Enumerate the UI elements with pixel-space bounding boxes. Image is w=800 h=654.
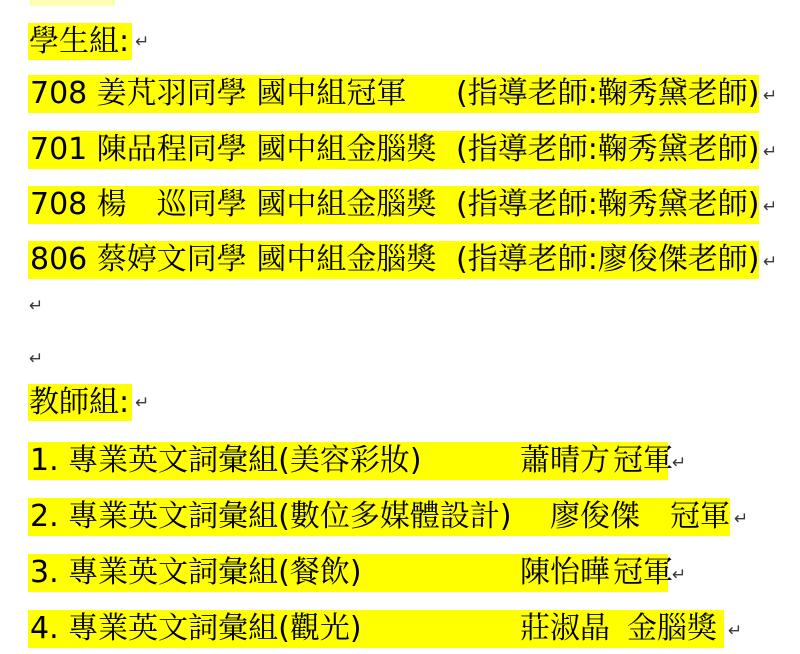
student-row-right: (指導老師:廖俊傑老師)	[456, 242, 760, 277]
teacher-row	[28, 610, 743, 648]
teacher-row	[28, 554, 687, 592]
paragraph-mark-icon: ↵	[734, 509, 749, 529]
teacher-row	[28, 498, 749, 536]
paragraph-mark-icon: ↵	[672, 565, 687, 585]
teacher-row-award: 冠軍	[613, 443, 673, 478]
teacher-section-heading	[28, 384, 149, 421]
paragraph-mark-icon: ↵	[763, 142, 778, 162]
student-row	[28, 186, 778, 224]
student-row-left: 701 陳品程同學 國中組金腦獎	[30, 132, 437, 167]
teacher-row-name: 陳怡曄	[520, 555, 610, 590]
paragraph-mark-icon: ↵	[29, 296, 44, 316]
teacher-row-award: 冠軍	[670, 499, 730, 534]
teacher-row-name: 蕭晴方	[520, 443, 610, 478]
student-row	[28, 75, 778, 113]
paragraph-mark-icon: ↵	[135, 32, 150, 52]
student-row-left: 708 姜芃羽同學 國中組冠軍	[30, 76, 407, 111]
student-row	[28, 131, 778, 169]
cropped-highlight-artifact	[30, 0, 115, 6]
paragraph-mark-icon: ↵	[763, 252, 778, 272]
teacher-row-category: 1. 專業英文詞彙組(美容彩妝)	[30, 443, 422, 478]
paragraph-mark-icon: ↵	[135, 393, 150, 413]
teacher-row-award: 冠軍	[613, 555, 673, 590]
teacher-row-category: 4. 專業英文詞彙組(觀光)	[30, 611, 362, 646]
teacher-row-name: 廖俊傑	[550, 499, 640, 534]
teacher-row-category: 3. 專業英文詞彙組(餐飲)	[30, 555, 362, 590]
student-row-left: 708 楊 巡同學 國中組金腦獎	[30, 187, 437, 222]
teacher-row-category: 2. 專業英文詞彙組(數位多媒體設計)	[30, 499, 512, 534]
student-row-left: 806 蔡婷文同學 國中組金腦獎	[30, 242, 437, 277]
student-row-right: (指導老師:鞠秀黛老師)	[456, 76, 760, 111]
teacher-row-award: 金腦獎	[627, 611, 717, 646]
teacher-heading-text: 教師組:	[28, 384, 132, 421]
student-heading-text: 學生組:	[28, 23, 132, 60]
paragraph-mark-icon: ↵	[763, 197, 778, 217]
teacher-row	[28, 442, 687, 480]
paragraph-mark-icon: ↵	[672, 453, 687, 473]
teacher-row-name: 莊淑晶	[520, 611, 610, 646]
paragraph-mark-icon: ↵	[29, 349, 44, 369]
student-row	[28, 241, 778, 279]
student-section-heading	[28, 23, 149, 60]
student-row-right: (指導老師:鞠秀黛老師)	[456, 132, 760, 167]
paragraph-mark-icon: ↵	[763, 86, 778, 106]
student-row-right: (指導老師:鞠秀黛老師)	[456, 187, 760, 222]
paragraph-mark-icon: ↵	[728, 621, 743, 641]
